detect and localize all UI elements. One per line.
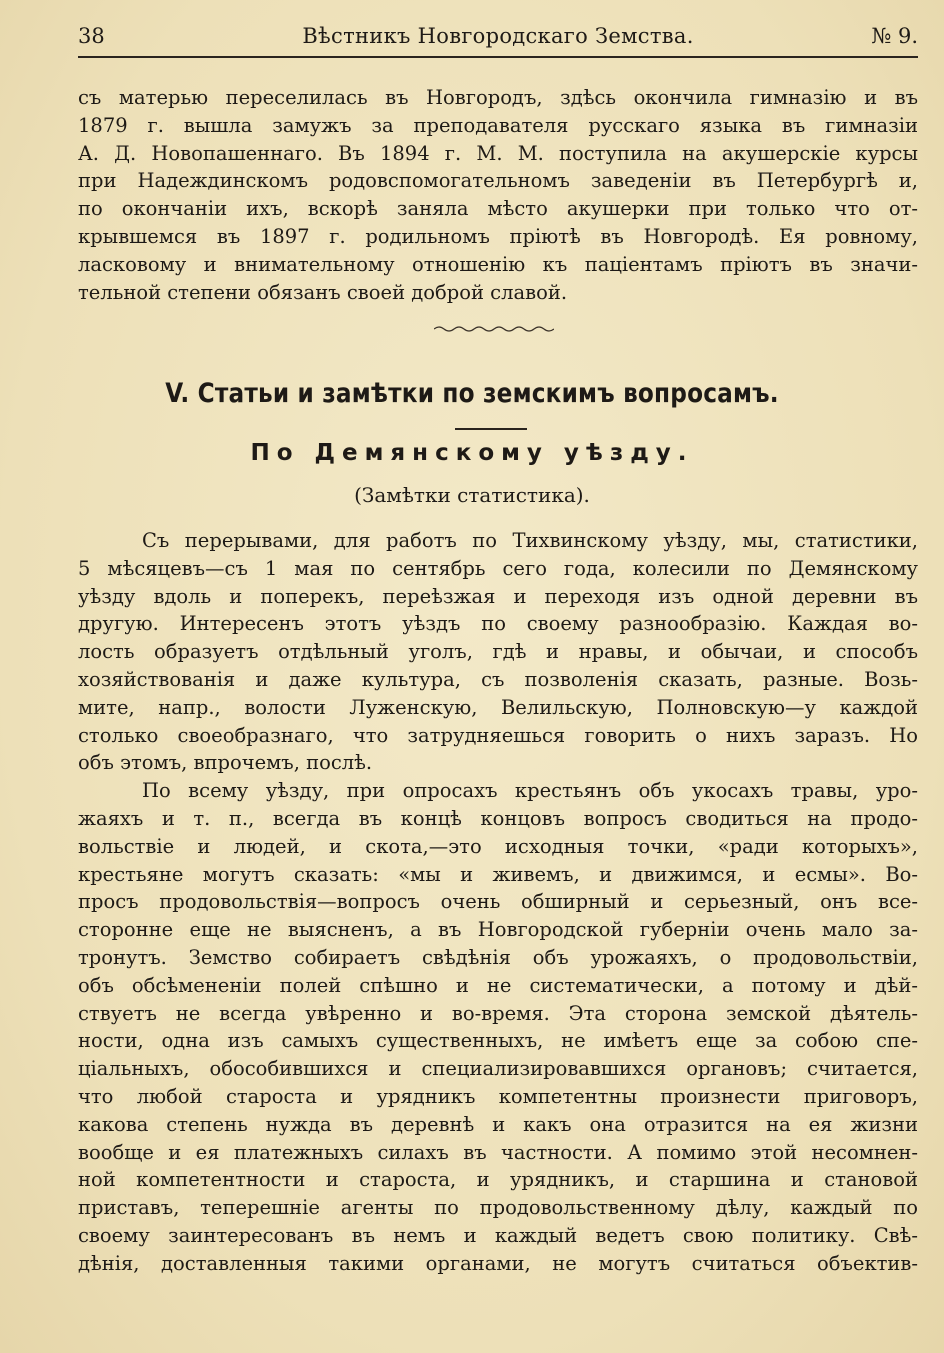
text-line: 5 мѣсяцевъ—съ 1 мая по сентябрь сего года, колесили по Демянскому	[78, 556, 918, 580]
text-line: ной компетентности и староста, и урядникъ, и старшина и становой	[78, 1168, 918, 1192]
text-line: съ матерью переселилась въ Новгородъ, здѣсь окончила гимназію и въ	[78, 86, 918, 109]
journal-title: Вѣстникъ Новгородскаго Земства.	[302, 24, 694, 48]
continued-paragraph	[78, 84, 918, 306]
text-line: что любой староста и урядникъ компетентны произнести приговоръ,	[78, 1084, 918, 1108]
text-line: просъ продовольствія—вопросъ очень обширный и серьезный, онъ все-	[78, 890, 918, 914]
article-body	[78, 527, 918, 1278]
text-line: хозяйствованія и даже культура, съ позволенія сказать, разные. Возь-	[78, 667, 918, 691]
text-line: ности, одна изъ самыхъ существенныхъ, не имѣетъ еще за собою спе-	[78, 1029, 918, 1053]
text-line: ласковому и внимательному отношенію къ паціентамъ пріютъ въ значи-	[78, 252, 918, 276]
text-line: крывшемся въ 1897 г. родильномъ пріютѣ въ Новгородѣ. Ея ровному,	[78, 224, 918, 248]
text-line: приставъ, теперешніе агенты по продовольственному дѣлу, каждый по	[78, 1196, 918, 1220]
heading-rule	[455, 428, 527, 430]
text-line: жаяхъ и т. п., всегда въ концѣ концовъ вопросъ сводиться на продо-	[78, 806, 918, 830]
header-rule	[78, 56, 918, 58]
text-line: А. Д. Новопашеннаго. Въ 1894 г. М. М. поступила на акушерскіе курсы	[78, 141, 918, 165]
text-line: своему заинтересованъ въ немъ и каждый ведетъ свою политику. Свѣ-	[78, 1223, 918, 1247]
running-header	[78, 24, 918, 54]
text-line: тронутъ. Земство собираетъ свѣдѣнія объ урожаяхъ, о продовольствіи,	[78, 945, 918, 969]
text-line: объ этомъ, впрочемъ, послѣ.	[78, 751, 373, 775]
page-number: 38	[78, 24, 105, 48]
text-line: 1879 г. вышла замужъ за преподавателя русскаго языка въ гимназіи	[78, 113, 918, 137]
text-line: мите, напр., волости Луженскую, Велильскую, Полновскую—у каждой	[78, 695, 918, 719]
text-line: объ обсѣмененіи полей спѣшно и не систематически, а потому и дѣй-	[78, 973, 918, 997]
text-line: Съ перерывами, для работъ по Тихвинскому уѣзду, мы, статистики,	[142, 529, 918, 552]
text-line: по окончаніи ихъ, вскорѣ заняла мѣсто акушерки при только что от-	[78, 197, 918, 221]
text-line: По всему уѣзду, при опросахъ крестьянъ объ укосахъ травы, уро-	[142, 779, 918, 803]
text-line: ствуетъ не всегда увѣренно и во-время. Эта сторона земской дѣятель-	[78, 1001, 918, 1025]
wavy-separator-ornament	[434, 322, 554, 336]
text-line: сторонне еще не выясненъ, а въ Новгородской губерніи очень мало за-	[78, 918, 918, 942]
article-subtitle: (Замѣтки статистика).	[354, 483, 590, 507]
issue-number: № 9.	[871, 24, 918, 48]
text-line: другую. Интересенъ этотъ уѣздъ по своему разнообразію. Каждая во-	[78, 612, 918, 636]
text-line: дѣнія, доставленныя такими органами, не могутъ считаться объектив-	[78, 1251, 918, 1275]
text-line: вообще и ея платежныхъ силахъ въ частности. А помимо этой несомнен-	[78, 1140, 918, 1164]
text-line: какова степень нужда въ деревнѣ и какъ она отразится на ея жизни	[78, 1112, 918, 1136]
text-line: ціальныхъ, обособившихся и специализировавшихся органовъ; считается,	[78, 1057, 918, 1081]
section-heading: V. Статьи и замѣтки по земскимъ вопросамъ.	[165, 378, 779, 409]
text-line: тельной степени обязанъ своей доброй славой.	[78, 280, 568, 304]
text-line: вольствіе и людей, и скота,—это исходныя точки, «ради которыхъ»,	[78, 834, 918, 858]
text-line: уѣзду вдоль и поперекъ, переѣзжая и переходя изъ одной деревни въ	[78, 584, 918, 608]
text-line: столько своеобразнаго, что затрудняешься говорить о нихъ заразъ. Но	[78, 723, 918, 747]
article-title: По Демянскому уѣзду.	[250, 440, 694, 466]
text-line: при Надеждинскомъ родовспомогательномъ заведеніи въ Петербургѣ и,	[78, 169, 918, 193]
text-line: лость образуетъ отдѣльный уголъ, гдѣ и нравы, и обычаи, и способъ	[78, 640, 918, 664]
text-line: крестьяне могутъ сказать: «мы и живемъ, и движимся, и есмы». Во-	[78, 862, 918, 886]
